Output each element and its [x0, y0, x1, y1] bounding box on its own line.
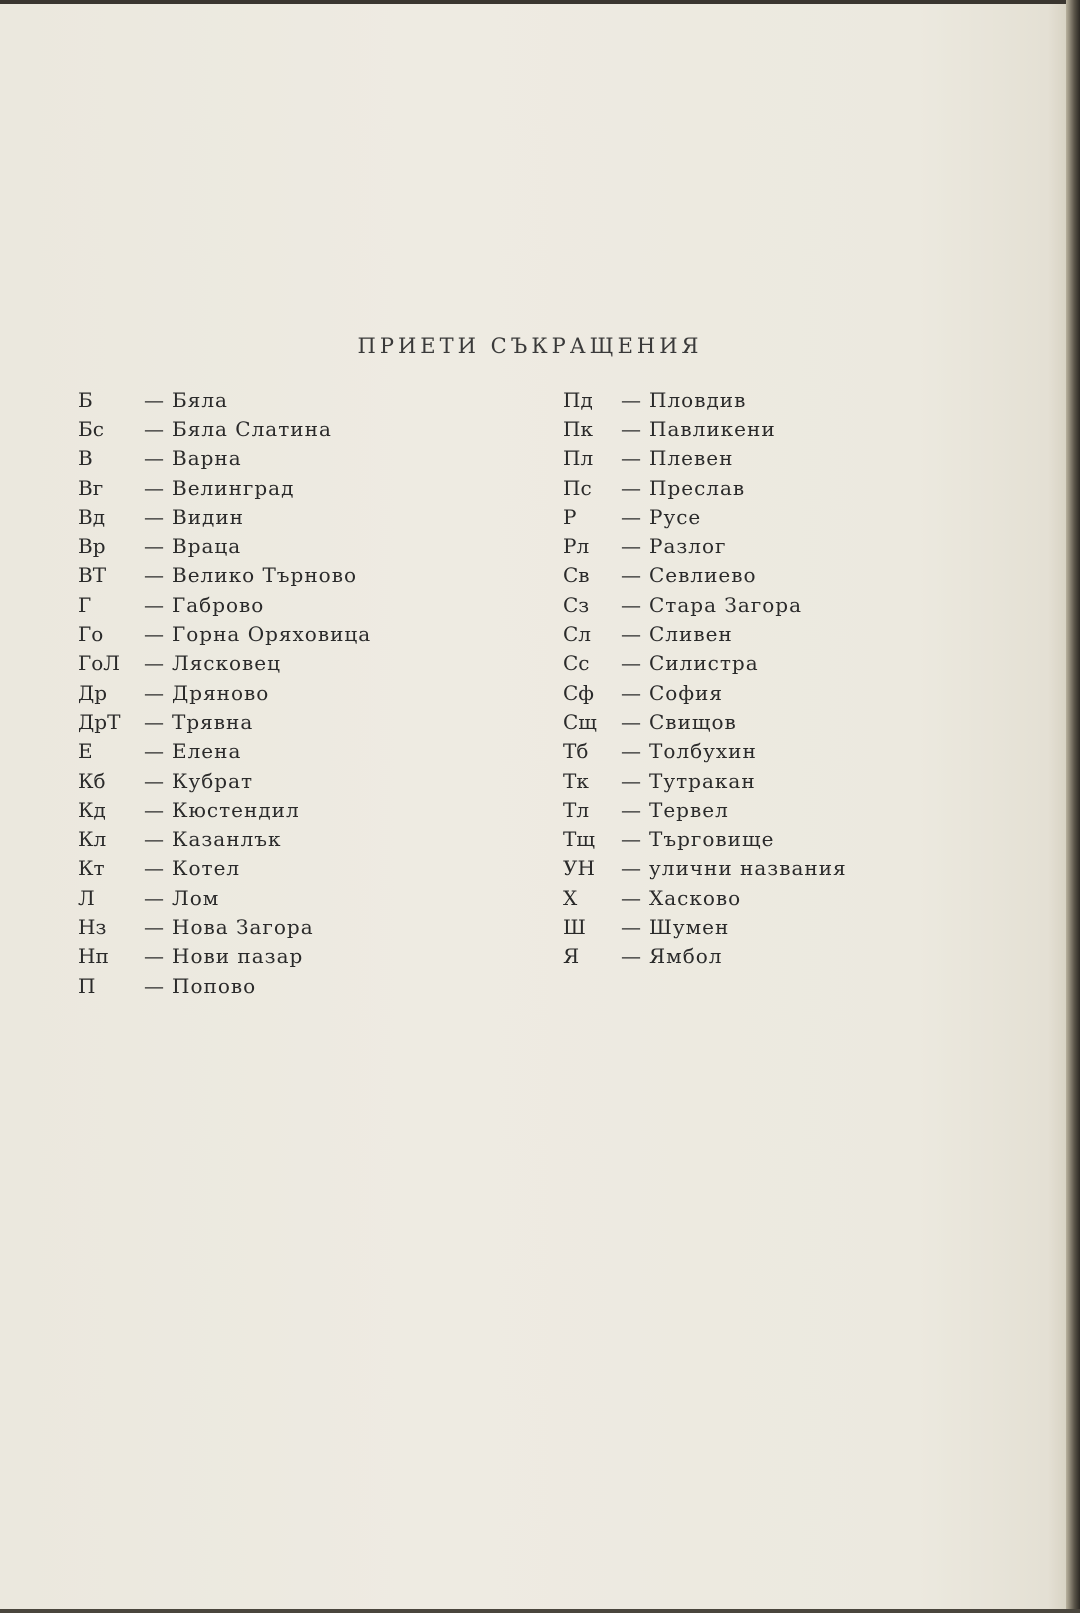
abbreviation-code: Кт: [78, 856, 105, 881]
abbreviation-code: Р: [563, 504, 577, 529]
abbreviation-code: Е: [78, 739, 93, 764]
em-dash-separator: —: [621, 709, 641, 734]
abbreviation-code: Тл: [563, 797, 590, 822]
abbreviation-entry: [78, 707, 371, 736]
abbreviation-code: Бс: [78, 416, 104, 441]
abbreviation-entry: [78, 502, 371, 531]
abbreviation-entry: [563, 444, 847, 473]
em-dash-separator: —: [621, 914, 641, 939]
em-dash-separator: —: [621, 592, 641, 617]
em-dash-separator: —: [621, 944, 641, 969]
em-dash-separator: —: [621, 885, 641, 910]
abbreviation-entry: [78, 971, 371, 1000]
em-dash-separator: —: [621, 768, 641, 793]
abbreviation-entry: [78, 766, 371, 795]
book-spine-edge: [1066, 0, 1080, 1613]
abbreviation-entry: [563, 883, 847, 912]
abbreviation-entry: [563, 942, 847, 971]
place-name: Варна: [172, 446, 242, 471]
em-dash-separator: —: [144, 592, 164, 617]
abbreviation-code: Сл: [563, 622, 592, 647]
place-name: Толбухин: [649, 739, 757, 764]
abbreviation-entry: [563, 795, 847, 824]
abbreviation-entry: [563, 414, 847, 443]
em-dash-separator: —: [144, 680, 164, 705]
abbreviation-code: Пс: [563, 475, 592, 500]
em-dash-separator: —: [621, 416, 641, 441]
abbreviation-entry: [78, 561, 371, 590]
em-dash-separator: —: [621, 797, 641, 822]
place-name: Тервел: [649, 797, 729, 822]
em-dash-separator: —: [621, 651, 641, 676]
place-name: Севлиево: [649, 563, 757, 588]
abbreviation-code: Вр: [78, 534, 106, 559]
abbreviation-entry: [563, 561, 847, 590]
place-name: Елена: [172, 739, 242, 764]
em-dash-separator: —: [144, 709, 164, 734]
abbreviation-code: Вг: [78, 475, 104, 500]
scan-bottom-edge: [0, 1609, 1080, 1613]
em-dash-separator: —: [144, 797, 164, 822]
place-name: Видин: [172, 504, 245, 529]
place-name: Русе: [649, 504, 702, 529]
abbreviation-entry: [563, 737, 847, 766]
abbreviation-code: Нз: [78, 914, 107, 939]
abbreviation-code: УН: [563, 856, 595, 881]
abbreviation-code: Г: [78, 592, 92, 617]
place-name: Горна Оряховица: [172, 622, 372, 647]
abbreviation-entry: [78, 444, 371, 473]
place-name: София: [649, 680, 723, 705]
abbreviation-code: Сщ: [563, 709, 597, 734]
em-dash-separator: —: [621, 622, 641, 647]
em-dash-separator: —: [144, 416, 164, 441]
em-dash-separator: —: [621, 446, 641, 471]
abbreviation-code: Го: [78, 622, 104, 647]
em-dash-separator: —: [144, 739, 164, 764]
abbreviation-code: Пк: [563, 416, 593, 441]
em-dash-separator: —: [621, 856, 641, 881]
place-name: Бяла Слатина: [172, 416, 332, 441]
em-dash-separator: —: [144, 504, 164, 529]
abbreviations-right-column: [563, 385, 847, 971]
abbreviation-entry: [78, 942, 371, 971]
place-name: Тутракан: [649, 768, 756, 793]
scan-top-edge: [0, 0, 1080, 4]
abbreviation-code: Я: [563, 944, 580, 969]
abbreviation-code: Сф: [563, 680, 594, 705]
abbreviation-entry: [563, 502, 847, 531]
place-name: Велико Търново: [172, 563, 358, 588]
abbreviation-code: Кл: [78, 827, 107, 852]
abbreviation-code: Пл: [563, 446, 594, 471]
abbreviation-entry: [563, 824, 847, 853]
em-dash-separator: —: [144, 885, 164, 910]
place-name: Котел: [172, 856, 241, 881]
abbreviation-entry: [563, 766, 847, 795]
place-name: Лясковец: [172, 651, 282, 676]
abbreviation-code: Рл: [563, 534, 590, 559]
abbreviation-code: Тщ: [563, 827, 595, 852]
abbreviation-entry: [563, 678, 847, 707]
abbreviation-code: Сз: [563, 592, 590, 617]
em-dash-separator: —: [144, 944, 164, 969]
em-dash-separator: —: [144, 563, 164, 588]
abbreviation-code: Сс: [563, 651, 590, 676]
abbreviation-entry: [78, 590, 371, 619]
em-dash-separator: —: [621, 739, 641, 764]
em-dash-separator: —: [621, 534, 641, 559]
abbreviation-entry: [78, 824, 371, 853]
place-name: Лом: [172, 885, 220, 910]
place-name: Кубрат: [172, 768, 254, 793]
place-name: Трявна: [172, 709, 254, 734]
place-name: Попово: [172, 973, 257, 998]
abbreviation-entry: [563, 912, 847, 941]
abbreviation-code: Б: [78, 387, 93, 412]
place-name: Свищов: [649, 709, 737, 734]
abbreviation-code: Тб: [563, 739, 589, 764]
page-title: ПРИЕТИ СЪКРАЩЕНИЯ: [357, 334, 703, 358]
abbreviation-entry: [78, 678, 371, 707]
em-dash-separator: —: [144, 914, 164, 939]
abbreviation-entry: [78, 619, 371, 648]
em-dash-separator: —: [144, 768, 164, 793]
em-dash-separator: —: [621, 475, 641, 500]
abbreviation-entry: [563, 707, 847, 736]
abbreviation-code: В: [78, 446, 93, 471]
abbreviation-code: Кб: [78, 768, 106, 793]
abbreviation-code: Пд: [563, 387, 593, 412]
abbreviation-code: Кд: [78, 797, 106, 822]
place-name: улични названия: [649, 856, 847, 881]
em-dash-separator: —: [144, 651, 164, 676]
abbreviation-entry: [563, 473, 847, 502]
em-dash-separator: —: [144, 827, 164, 852]
abbreviation-code: П: [78, 973, 96, 998]
place-name: Пловдив: [649, 387, 747, 412]
abbreviation-entry: [563, 385, 847, 414]
place-name: Дряново: [172, 680, 270, 705]
place-name: Казанлък: [172, 827, 282, 852]
place-name: Преслав: [649, 475, 746, 500]
abbreviation-entry: [78, 795, 371, 824]
place-name: Ямбол: [649, 944, 723, 969]
em-dash-separator: —: [144, 622, 164, 647]
abbreviation-code: Нп: [78, 944, 109, 969]
place-name: Габрово: [172, 592, 265, 617]
abbreviation-code: Тк: [563, 768, 589, 793]
em-dash-separator: —: [621, 827, 641, 852]
abbreviation-entry: [78, 414, 371, 443]
place-name: Нови пазар: [172, 944, 304, 969]
em-dash-separator: —: [621, 504, 641, 529]
abbreviation-code: Вд: [78, 504, 106, 529]
abbreviation-code: Х: [563, 885, 578, 910]
place-name: Велинград: [172, 475, 295, 500]
place-name: Враца: [172, 534, 242, 559]
abbreviation-entry: [78, 385, 371, 414]
em-dash-separator: —: [144, 534, 164, 559]
abbreviation-entry: [78, 737, 371, 766]
em-dash-separator: —: [144, 973, 164, 998]
place-name: Стара Загора: [649, 592, 803, 617]
abbreviation-code: ДрТ: [78, 709, 121, 734]
em-dash-separator: —: [144, 475, 164, 500]
abbreviation-entry: [563, 590, 847, 619]
place-name: Разлог: [649, 534, 727, 559]
abbreviations-left-column: [78, 385, 371, 1000]
abbreviation-code: Ш: [563, 914, 586, 939]
place-name: Павликени: [649, 416, 776, 441]
place-name: Търговище: [649, 827, 775, 852]
abbreviation-entry: [78, 649, 371, 678]
abbreviation-entry: [78, 531, 371, 560]
abbreviation-entry: [78, 883, 371, 912]
abbreviation-code: Др: [78, 680, 108, 705]
place-name: Сливен: [649, 622, 733, 647]
em-dash-separator: —: [144, 856, 164, 881]
abbreviation-entry: [78, 854, 371, 883]
em-dash-separator: —: [144, 387, 164, 412]
place-name: Силистра: [649, 651, 759, 676]
em-dash-separator: —: [621, 563, 641, 588]
em-dash-separator: —: [144, 446, 164, 471]
abbreviation-entry: [563, 854, 847, 883]
place-name: Бяла: [172, 387, 228, 412]
place-name: Нова Загора: [172, 914, 314, 939]
em-dash-separator: —: [621, 680, 641, 705]
place-name: Шумен: [649, 914, 730, 939]
abbreviation-code: Л: [78, 885, 95, 910]
abbreviation-entry: [78, 473, 371, 502]
abbreviation-entry: [563, 619, 847, 648]
place-name: Хасково: [649, 885, 742, 910]
abbreviation-entry: [78, 912, 371, 941]
abbreviation-code: ГоЛ: [78, 651, 120, 676]
abbreviation-entry: [563, 649, 847, 678]
place-name: Плевен: [649, 446, 734, 471]
abbreviation-code: Св: [563, 563, 590, 588]
place-name: Кюстендил: [172, 797, 300, 822]
em-dash-separator: —: [621, 387, 641, 412]
abbreviation-code: ВТ: [78, 563, 107, 588]
abbreviation-entry: [563, 531, 847, 560]
